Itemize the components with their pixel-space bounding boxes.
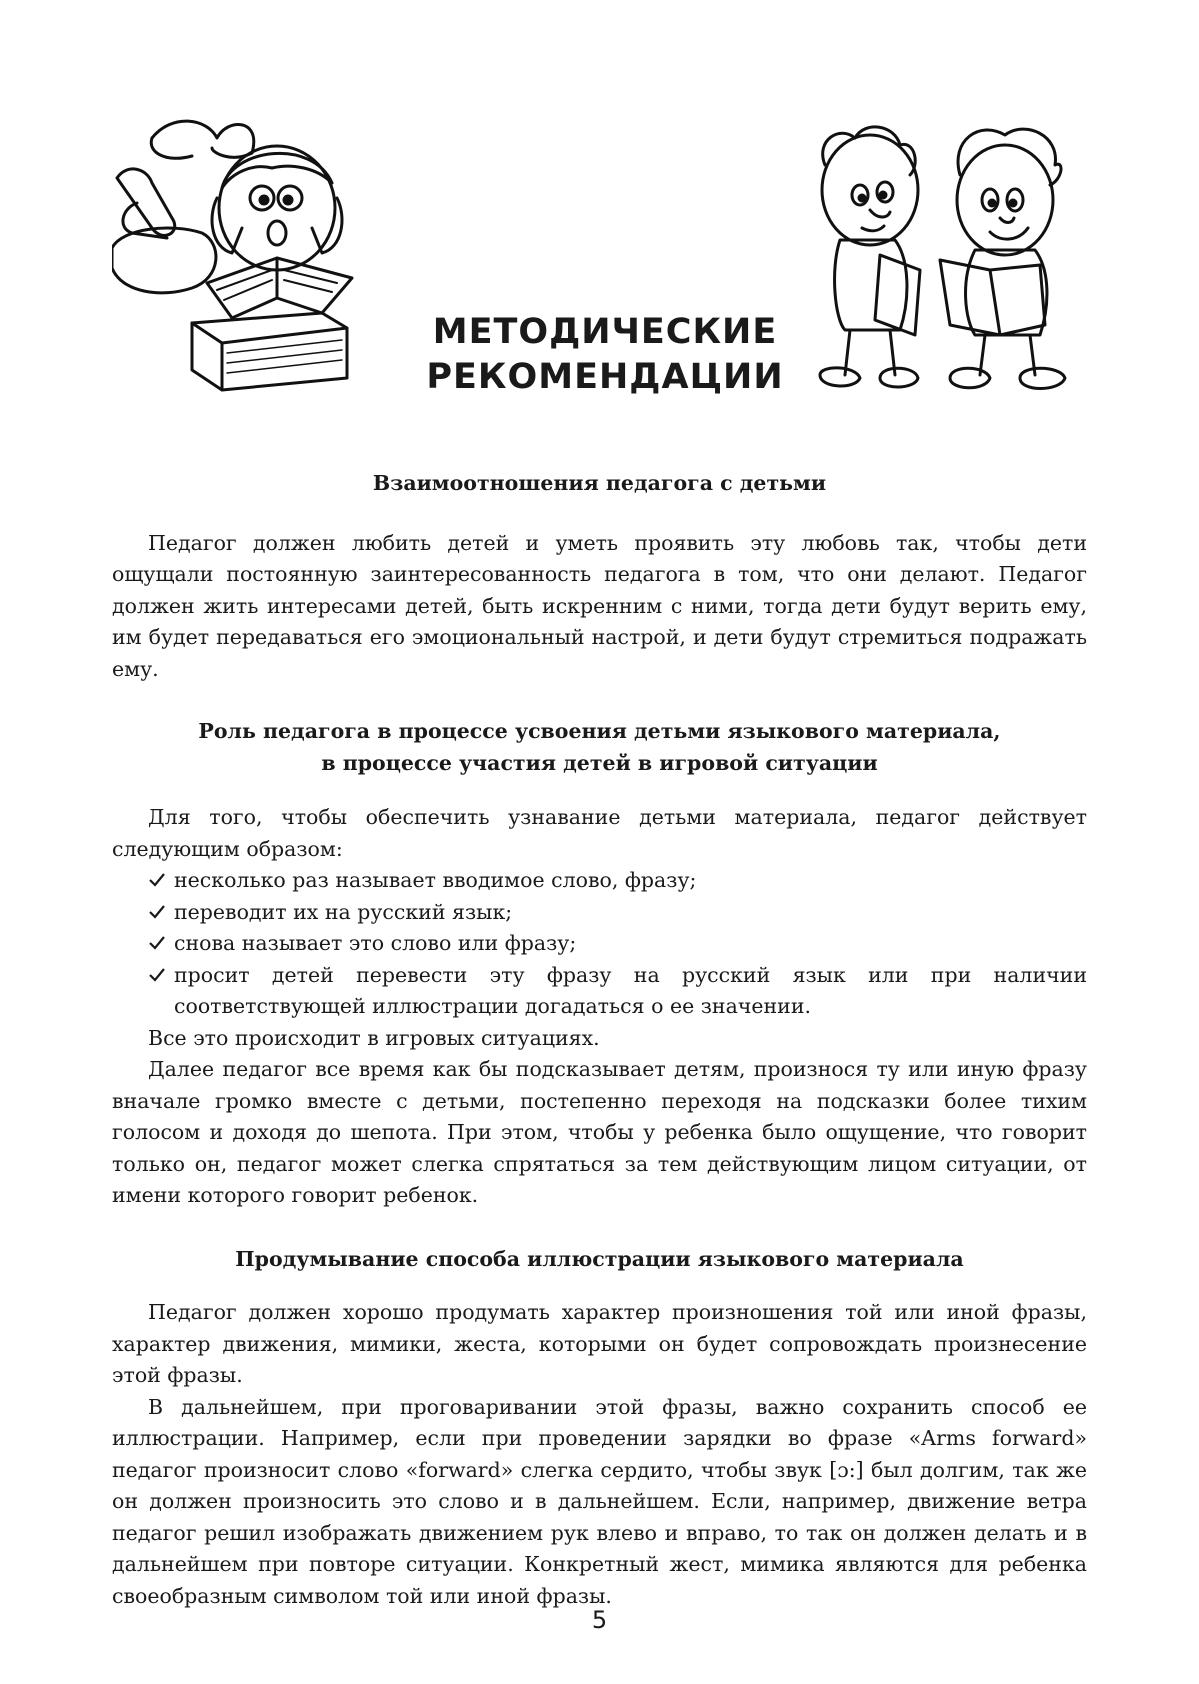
section-heading-role: [112, 716, 1087, 779]
page-number: 5: [591, 1606, 608, 1634]
list-item-text: переводит их на русский язык;: [174, 899, 513, 924]
list-item-text: просит детей перевести эту фразу на русский язык или при наличии соответствующей иллюстрации догадаться о ее значении.: [174, 962, 1087, 1018]
paragraph: Все это происходит в игровых ситуациях.: [148, 1025, 600, 1050]
paragraph: Педагог должен любить детей и уметь проявить эту любовь так, чтобы дети ощущали постоянную заинтересованность педагога в том, что они делают. Педагог должен жить интересами детей, быть искренним с ними, тогда дети будут верить ему, им будет передаваться его эмоциональный настрой, и дети будут стремиться подражать ему.: [112, 530, 1087, 681]
list-item: [148, 865, 1087, 897]
heading-line: Роль педагога в процессе усвоения детьми языкового материала,: [198, 719, 1001, 743]
girl-reading-illustration: [112, 108, 412, 398]
title-line-1: МЕТОДИЧЕСКИЕ: [432, 312, 778, 352]
paragraph: В дальнейшем, при проговаривании этой фразы, важно сохранить способ ее иллюстрации. Например, если при проведении зарядки во фразе «Arms forward» педагог произносит слово «forward» слегка сердито, чтобы звук [ɔ:] был долгим, так же он должен произносить это слово и в дальнейшем. Если, например, движение ветра педагог решил изображать движением рук влево и вправо, то так он должен делать и в дальнейшем при повторе ситуации. Конкретный жест, мимика являются для ребенка своеобразным символом той или иной фразы.: [112, 1394, 1087, 1608]
paragraph: Далее педагог все время как бы подсказывает детям, произнося ту или иную фразу вначале громко вместе с детьми, постепенно переходя на подсказки более тихим голосом и доходя до шепота. При этом, чтобы у ребенка было ощущение, что говорит только он, педагог может слегка спрятаться за тем действующим лицом ситуации, от имени которого говорит ребенок.: [112, 1057, 1087, 1207]
list-item: [148, 897, 1087, 929]
page-title: [420, 310, 790, 400]
checkmark-icon: [148, 934, 166, 952]
paragraph: Педагог должен хорошо продумать характер произношения той или иной фразы, характер движения, мимики, жеста, которыми он будет сопровождать произнесение этой фразы.: [112, 1300, 1087, 1387]
section-heading-illustration: Продумывание способа иллюстрации языкового материала: [235, 1246, 964, 1271]
list-item-text: снова называет это слово или фразу;: [174, 931, 577, 955]
checklist: [112, 865, 1087, 1023]
two-boys-illustration: [800, 120, 1090, 410]
list-item: [148, 960, 1087, 1023]
checkmark-icon: [148, 966, 166, 984]
list-item-text: несколько раз называет вводимое слово, фразу;: [174, 868, 697, 892]
paragraph: Для того, чтобы обеспечить узнавание детьми материала, педагог действует следующим образом:: [112, 805, 1087, 861]
checkmark-icon: [148, 871, 166, 889]
section-heading-relations: Взаимоотношения педагога с детьми: [372, 471, 827, 495]
checkmark-icon: [148, 903, 166, 921]
content: [112, 468, 1087, 1612]
heading-line: в процессе участия детей в игровой ситуации: [321, 750, 878, 775]
title-line-2: РЕКОМЕНДАЦИИ: [426, 357, 784, 397]
list-item: [148, 928, 1087, 960]
